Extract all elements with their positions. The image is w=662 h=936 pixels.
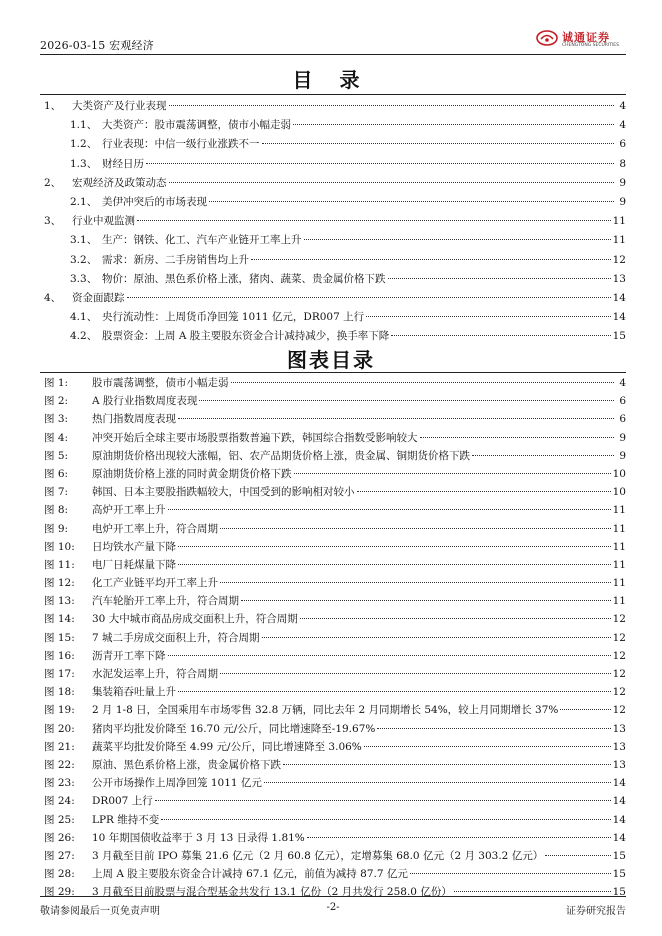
- dot-leader: [220, 582, 611, 583]
- entry-number: 图 6:: [44, 467, 69, 480]
- entry-number: 图 24:: [44, 795, 75, 808]
- entry-number: 图 3:: [44, 413, 69, 426]
- dot-leader: [127, 297, 611, 298]
- dot-leader: [545, 855, 610, 856]
- dot-leader: [391, 335, 610, 336]
- entry-number: 1.1、: [70, 119, 98, 132]
- entry-page: 9: [619, 176, 626, 189]
- figure-entry[interactable]: [44, 774, 626, 792]
- toc-entry[interactable]: [44, 212, 626, 231]
- dot-leader: [294, 473, 611, 474]
- toc-entry[interactable]: [44, 193, 626, 212]
- toc-entry[interactable]: [44, 135, 626, 154]
- entry-page: 13: [612, 758, 626, 771]
- figure-entry[interactable]: [44, 483, 626, 501]
- entry-text: LPR 维持不变: [92, 813, 160, 826]
- entry-text: 集装箱吞吐量上升: [92, 686, 176, 699]
- figure-entry[interactable]: [44, 520, 626, 538]
- entry-number: 图 5:: [44, 449, 69, 462]
- dot-leader: [304, 239, 611, 240]
- entry-number: 图 18:: [44, 686, 75, 699]
- entry-page: 14: [612, 831, 626, 844]
- entry-number: 图 13:: [44, 595, 75, 608]
- dot-leader: [251, 259, 611, 260]
- dot-leader: [178, 564, 611, 565]
- entry-page: 15: [612, 330, 626, 343]
- figure-entry[interactable]: [44, 392, 626, 410]
- entry-page: 11: [612, 215, 626, 228]
- toc-title: 目 录: [292, 68, 370, 92]
- figure-entry[interactable]: [44, 720, 626, 738]
- entry-text: 上周 A 股主要股东资金合计减持 67.1 亿元，前值为减持 87.7 亿元: [92, 868, 408, 881]
- entry-number: 图 17:: [44, 668, 75, 680]
- dot-leader: [377, 728, 610, 729]
- entry-text: 10 年期国债收益率于 3 月 13 日录得 1.81%: [92, 831, 305, 844]
- entry-text: 行业表现：中信一级行业涨跌不一: [102, 138, 260, 151]
- entry-page: 13: [612, 740, 626, 753]
- entry-number: 图 7:: [44, 486, 69, 499]
- dot-leader: [293, 124, 614, 125]
- toc-entry[interactable]: [44, 155, 626, 174]
- dot-leader: [168, 655, 611, 656]
- entry-text: 美伊冲突后的市场表现: [102, 195, 207, 208]
- entry-text: 财经日历: [102, 157, 144, 170]
- entry-text: 大类资产：股市震荡调整，债市小幅走弱: [102, 119, 291, 132]
- entry-text: 股市震荡调整，债市小幅走弱: [92, 377, 229, 389]
- entry-page: 12: [612, 668, 626, 680]
- footer-report-type: 证券研究报告: [566, 906, 626, 917]
- entry-page: 15: [612, 868, 626, 881]
- entry-page: 12: [612, 253, 626, 266]
- entry-number: 图 27:: [44, 849, 75, 862]
- entry-page: 13: [612, 722, 626, 735]
- figure-entry[interactable]: [44, 447, 626, 465]
- entry-text: 股票资金：上周 A 股主要股东资金合计减持减少，换手率下降: [102, 330, 390, 343]
- dot-leader: [169, 105, 615, 106]
- entry-text: 宏观经济及政策动态: [72, 176, 167, 189]
- entry-page: 14: [612, 311, 626, 324]
- dot-leader: [264, 782, 611, 783]
- entry-page: 11: [612, 522, 626, 535]
- entry-number: 3.1、: [70, 234, 98, 247]
- entry-page: 11: [612, 595, 626, 608]
- entry-text: 央行流动性：上周货币净回笼 1011 亿元，DR007 上行: [102, 311, 365, 324]
- entry-page: 12: [612, 649, 626, 662]
- entry-page: 4: [619, 119, 626, 132]
- entry-page: 6: [619, 138, 626, 151]
- entry-text: 行业中观监测: [72, 215, 135, 228]
- entry-page: 11: [612, 504, 626, 517]
- report-date-category: 2026-03-15 宏观经济: [40, 39, 154, 52]
- dot-leader: [168, 509, 611, 510]
- entry-text: 热门指数周度表现: [92, 413, 176, 426]
- entry-page: 13: [612, 272, 626, 285]
- figure-entry[interactable]: [44, 847, 626, 865]
- entry-number: 1.3、: [70, 157, 98, 170]
- dot-leader: [155, 800, 611, 801]
- toc-entry[interactable]: [44, 116, 626, 135]
- entry-text: 原油期货价格出现较大涨幅，铝、农产品期货价格上涨，贵金属、铜期货价格下跌: [92, 449, 470, 462]
- dot-leader: [146, 163, 614, 164]
- entry-text: 2 月 1-8 日，全国乘用车市场零售 32.8 万辆，同比去年 2 月同期增长 54%，较上月同期增长 37%: [92, 704, 559, 717]
- entry-page: 9: [619, 449, 626, 462]
- entry-text: 资金面跟踪: [72, 291, 125, 304]
- entry-page: 11: [612, 558, 626, 571]
- dot-leader: [137, 220, 611, 221]
- entry-text: 物价：原油、黑色系价格上涨，猪肉、蔬菜、贵金属价格下跌: [102, 272, 386, 285]
- entry-text: DR007 上行: [92, 795, 153, 808]
- entry-number: 图 1:: [44, 377, 69, 389]
- entry-number: 图 28:: [44, 868, 75, 881]
- figure-entry[interactable]: [44, 538, 626, 556]
- entry-page: 6: [619, 413, 626, 426]
- entry-text: 韩国、日本主要股指跌幅较大，中国受到的影响相对较小: [92, 486, 355, 499]
- entry-text: 蔬菜平均批发价降至 4.99 元/公斤，同比增速降至 3.06%: [92, 740, 362, 753]
- figure-entry[interactable]: [44, 465, 626, 483]
- entry-number: 图 2:: [44, 395, 69, 408]
- dot-leader: [220, 528, 611, 529]
- entry-number: 图 8:: [44, 504, 69, 517]
- entry-page: 15: [612, 849, 626, 862]
- figure-entry[interactable]: [44, 374, 626, 392]
- figures-divider: [40, 372, 626, 373]
- figure-entry[interactable]: [44, 592, 626, 610]
- entry-text: 电炉开工率上升，符合周期: [92, 522, 218, 535]
- dot-leader: [209, 201, 614, 202]
- figure-entry[interactable]: [44, 701, 626, 719]
- figure-entry[interactable]: [44, 756, 626, 774]
- entry-number: 图 16:: [44, 649, 75, 662]
- dot-leader: [169, 182, 615, 183]
- figure-entry[interactable]: [44, 829, 626, 847]
- entry-number: 1、: [44, 100, 62, 112]
- dot-leader: [410, 873, 611, 874]
- logo-emblem-icon: [536, 30, 558, 46]
- entry-number: 图 25:: [44, 813, 75, 826]
- entry-text: 猪肉平均批发价降至 16.70 元/公斤，同比增速降至-19.67%: [92, 722, 376, 735]
- toc-entry[interactable]: [44, 308, 626, 327]
- dot-leader: [300, 618, 611, 619]
- dot-leader: [178, 418, 614, 419]
- entry-number: 图 23:: [44, 777, 75, 790]
- toc-entry[interactable]: [44, 174, 626, 193]
- figure-entry[interactable]: [44, 865, 626, 883]
- entry-text: 汽车轮胎开工率上升，符合周期: [92, 595, 239, 608]
- page-footer: [40, 896, 626, 917]
- entry-number: 4.1、: [70, 311, 98, 324]
- figure-entry[interactable]: [44, 629, 626, 647]
- entry-text: 3 月截至目前股票与混合型基金共发行 13.1 亿份（2 月共发行 258.0 亿份）: [92, 886, 452, 899]
- company-logo: [536, 28, 626, 52]
- entry-number: 2.1、: [70, 195, 98, 208]
- dot-leader: [283, 764, 611, 765]
- entry-number: 3.2、: [70, 253, 98, 266]
- dot-leader: [199, 400, 614, 401]
- entry-page: 6: [619, 395, 626, 408]
- entry-number: 图 12:: [44, 577, 75, 590]
- figure-entry[interactable]: [44, 665, 626, 683]
- entry-page: 8: [619, 157, 626, 170]
- entry-page: 14: [612, 291, 626, 304]
- figure-entry[interactable]: [44, 610, 626, 628]
- entry-text: A 股行业指数周度表现: [92, 395, 198, 408]
- entry-page: 11: [612, 540, 626, 553]
- figures-title: 图表目录: [287, 348, 375, 372]
- entry-number: 4、: [44, 291, 62, 304]
- entry-text: 大类资产及行业表现: [72, 100, 167, 112]
- figure-entry[interactable]: [44, 738, 626, 756]
- entry-page: 9: [619, 431, 626, 444]
- entry-page: 11: [612, 234, 626, 247]
- entry-number: 图 4:: [44, 431, 69, 444]
- entry-page: 12: [612, 686, 626, 699]
- entry-number: 图 19:: [44, 704, 75, 717]
- dot-leader: [388, 278, 611, 279]
- page-number: -2-: [326, 902, 340, 913]
- toc-entry[interactable]: [44, 270, 626, 289]
- entry-number: 3.3、: [70, 272, 98, 285]
- entry-text: 沥青开工率下降: [92, 649, 166, 662]
- dot-leader: [220, 673, 611, 674]
- dot-leader: [364, 746, 611, 747]
- entry-text: 日均铁水产量下降: [92, 540, 176, 553]
- dot-leader: [262, 637, 611, 638]
- figure-entry[interactable]: [44, 792, 626, 810]
- figure-entry[interactable]: [44, 647, 626, 665]
- entry-page: 10: [612, 486, 626, 499]
- toc-entry[interactable]: [44, 289, 626, 308]
- figure-entry[interactable]: [44, 683, 626, 701]
- logo-subtitle: CHENGTONG SECURITIES: [562, 43, 620, 48]
- list-of-figures: [44, 374, 626, 901]
- entry-number: 图 9:: [44, 522, 69, 535]
- entry-number: 图 14:: [44, 613, 75, 626]
- entry-page: 14: [612, 813, 626, 826]
- toc-entry[interactable]: [44, 97, 626, 116]
- entry-text: 化工产业链平均开工率上升: [92, 577, 218, 590]
- entry-number: 图 26:: [44, 831, 75, 844]
- table-of-contents: [44, 97, 626, 346]
- figure-entry[interactable]: [44, 574, 626, 592]
- entry-number: 图 10:: [44, 540, 75, 553]
- entry-text: 水泥发运率上升，符合周期: [92, 668, 218, 680]
- entry-text: 3 月截至目前 IPO 募集 21.6 亿元（2 月 60.8 亿元），定增募集 68.0 亿元（2 月 303.2 亿元）: [92, 849, 544, 862]
- entry-number: 图 15:: [44, 631, 75, 644]
- entry-number: 图 11:: [44, 558, 75, 571]
- entry-page: 12: [612, 704, 626, 717]
- figure-entry[interactable]: [44, 556, 626, 574]
- dot-leader: [161, 819, 610, 820]
- entry-text: 公开市场操作上周净回笼 1011 亿元: [92, 777, 262, 790]
- dot-leader: [454, 891, 611, 892]
- entry-number: 3、: [44, 215, 62, 228]
- entry-text: 30 大中城市商品房成交面积上升，符合周期: [92, 613, 298, 626]
- entry-page: 15: [612, 886, 626, 899]
- figure-entry[interactable]: [44, 429, 626, 447]
- entry-page: 12: [612, 631, 626, 644]
- toc-entry[interactable]: [44, 231, 626, 250]
- entry-text: 生产：钢铁、化工、汽车产业链开工率上升: [102, 234, 302, 247]
- dot-leader: [262, 143, 615, 144]
- entry-text: 原油期货价格上涨的同时黄金期货价格下跌: [92, 467, 292, 480]
- toc-divider: [40, 94, 626, 95]
- entry-page: 9: [619, 195, 626, 208]
- figure-entry[interactable]: [44, 811, 626, 829]
- entry-number: 1.2、: [70, 138, 98, 151]
- entry-number: 图 21:: [44, 740, 75, 753]
- dot-leader: [178, 546, 611, 547]
- entry-page: 4: [619, 377, 626, 389]
- dot-leader: [472, 455, 614, 456]
- dot-leader: [366, 316, 611, 317]
- entry-text: 电厂日耗煤量下降: [92, 558, 176, 571]
- entry-page: 14: [612, 795, 626, 808]
- dot-leader: [241, 600, 611, 601]
- page-header: [40, 28, 626, 55]
- footer-disclaimer: 敬请参阅最后一页免责声明: [40, 906, 160, 917]
- dot-leader: [178, 691, 611, 692]
- entry-page: 10: [612, 467, 626, 480]
- entry-text: 7 城二手房成交面积上升，符合周期: [92, 631, 260, 644]
- entry-text: 需求：新房、二手房销售均上升: [102, 253, 249, 266]
- dot-leader: [420, 437, 615, 438]
- entry-page: 11: [612, 577, 626, 590]
- entry-page: 14: [612, 777, 626, 790]
- dot-leader: [231, 382, 615, 383]
- entry-number: 图 20:: [44, 722, 75, 735]
- entry-text: 冲突开始后全球主要市场股票指数普遍下跌，韩国综合指数受影响较大: [92, 431, 418, 444]
- entry-number: 4.2、: [70, 330, 98, 343]
- entry-page: 4: [619, 100, 626, 112]
- entry-number: 图 29:: [44, 886, 75, 899]
- entry-number: 2、: [44, 176, 62, 189]
- figure-entry[interactable]: [44, 410, 626, 428]
- entry-text: 高炉开工率上升: [92, 504, 166, 517]
- entry-number: 图 22:: [44, 758, 75, 771]
- dot-leader: [307, 837, 611, 838]
- dot-leader: [560, 709, 610, 710]
- dot-leader: [357, 491, 611, 492]
- logo-name: 诚通证券: [562, 31, 610, 44]
- entry-text: 原油、黑色系价格上涨，贵金属价格下跌: [92, 758, 281, 771]
- toc-entry[interactable]: [44, 251, 626, 270]
- entry-page: 12: [612, 613, 626, 626]
- figure-entry[interactable]: [44, 501, 626, 519]
